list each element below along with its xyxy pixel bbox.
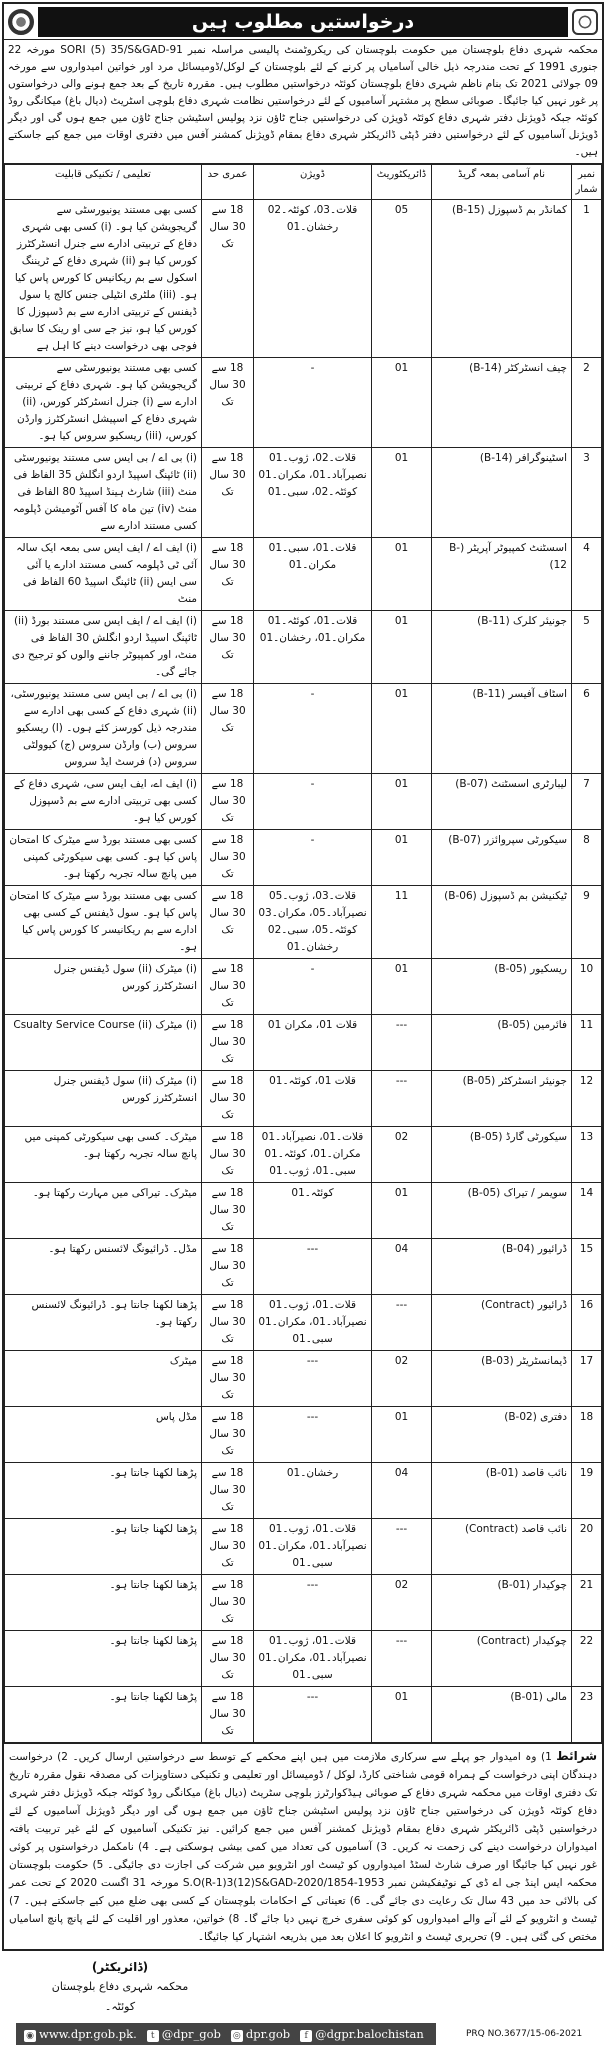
division-count: -	[254, 358, 372, 448]
serial-number: 21	[572, 1575, 602, 1631]
post-name: اسسٹنٹ کمپیوٹر آپریٹر (B-12)	[432, 538, 572, 611]
bottom-bar	[16, 2023, 606, 2045]
age-limit: 18 سے 30 سال تک	[202, 1015, 254, 1071]
division-count: -	[254, 774, 372, 830]
table-row	[5, 774, 602, 830]
qualification: میٹرک	[5, 1351, 202, 1407]
intro-paragraph: محکمہ شہری دفاع بلوچستان میں حکومت بلوچستان کی ریکروٹمنٹ پالیسی مراسلہ نمبر SORI (5) 35/S&GAD-91 مورخہ 22 جنوری 1991 کے تحت مندرجہ ذیل خالی آسامیاں پر کرنے کے لئے بلوچستان کے لوکل/ڈومیسائل مرد اور خواتین امیدواروں سے مورخہ 09 جولائی 2021 تک بنام ناظم شہری دفاع بلوچستان کوئٹہ درخواستیں مطلوب ہیں۔ مقررہ تاریخ کے بعد جمع ہونے والی درخواستوں پر غور نہیں کیا جائیگا۔ صوبائی سطح پر مشتہر آسامیوں کے لئے درخواستیں نظامت شہری دفاع بلوچی اسٹریٹ (دیال باغ) میکانگی روڈ کوئٹہ جبکہ ڈویژنل دفتر شہری دفاع کوئٹہ ڈویژن کی درخواستیں جناح ٹاؤن نزد پولیس اسٹیشن جناح ٹاؤن میں جمع ہوں گی اور دیگر ڈویژنل آسامیوں کے لئے درخواستیں دفتر ڈپٹی ڈائریکٹر شہری دفاع بمقام ڈویژنل کمشنر آفس میں دفتری اوقات میں جمع کیے جاسکتے ہیں۔	[4, 40, 602, 164]
directorate-count: 01	[372, 358, 432, 448]
directorate-count: 04	[372, 1239, 432, 1295]
post-name: اسٹاف آفیسر (B-11)	[432, 684, 572, 774]
post-name: سیکورٹی گارڈ (B-05)	[432, 1127, 572, 1183]
age-limit: 18 سے 30 سال تک	[202, 1127, 254, 1183]
division-count: ---	[254, 1239, 372, 1295]
age-limit: 18 سے 30 سال تک	[202, 611, 254, 684]
twitter-icon: t	[147, 2030, 159, 2042]
qualification: کسی بھی مستند بورڈ سے میٹرک کا امتحان پاس کیا ہو۔ کسی بھی سیکورٹی کمپنی میں پانچ سالہ تجربہ رکھتا ہو۔	[5, 830, 202, 886]
qualification: (i) ایف اے / ایف ایس سی مستند بورڈ (ii) ٹائپنگ اسپیڈ اردو انگلش 30 الفاظ فی منٹ، اور کمپیوٹر جاننے والوں کو ترجیح دی جائے گی۔	[5, 611, 202, 684]
table-row	[5, 1351, 602, 1407]
serial-number: 8	[572, 830, 602, 886]
table-row	[5, 959, 602, 1015]
qualification: (i) میٹرک (ii) سول ڈیفنس جنرل انسٹرکٹرز کورس	[5, 959, 202, 1015]
qualification: مڈل پاس	[5, 1407, 202, 1463]
post-name: جونیئر کلرک (B-11)	[432, 611, 572, 684]
social-footer	[16, 2023, 436, 2045]
table-header	[5, 165, 602, 200]
table-row	[5, 1575, 602, 1631]
age-limit: 18 سے 30 سال تک	[202, 959, 254, 1015]
table-row	[5, 684, 602, 774]
age-limit: 18 سے 30 سال تک	[202, 830, 254, 886]
age-limit: 18 سے 30 سال تک	[202, 684, 254, 774]
post-name: ٹیکنیشن بم ڈسپوزل (B-06)	[432, 886, 572, 959]
directorate-count: 01	[372, 448, 432, 538]
directorate-count: 01	[372, 830, 432, 886]
serial-number: 11	[572, 1015, 602, 1071]
table-row	[5, 1015, 602, 1071]
division-count: قلات۔01، نصیرآباد۔01 مکران۔01، کوئٹہ۔01 سبی۔01، ژوب۔01	[254, 1127, 372, 1183]
serial-number: 4	[572, 538, 602, 611]
serial-number: 3	[572, 448, 602, 538]
serial-number: 15	[572, 1239, 602, 1295]
serial-number: 23	[572, 1687, 602, 1743]
signature-block	[40, 1957, 200, 2017]
twitter-link[interactable]: t @dpr_gob	[147, 2027, 221, 2042]
advertisement	[2, 2, 604, 1951]
post-name: ڈرائیور (Contract)	[432, 1295, 572, 1351]
post-name: چوکیدار (B-01)	[432, 1575, 572, 1631]
qualification: پڑھنا لکھنا جانتا ہو۔	[5, 1463, 202, 1519]
post-name: ڈیمانسٹریٹر (B-03)	[432, 1351, 572, 1407]
website-link[interactable]: ◉ www.dpr.gob.pk.	[24, 2027, 137, 2042]
division-count: قلات۔02، ژوب۔01 نصیرآباد۔01، مکران۔01 کوئٹہ۔02، سبی۔01	[254, 448, 372, 538]
post-name: اسٹینوگرافر (B-14)	[432, 448, 572, 538]
directorate-count: 02	[372, 1351, 432, 1407]
directorate-count: 02	[372, 1575, 432, 1631]
table-row	[5, 1295, 602, 1351]
division-count: قلات۔01، کوئٹہ۔01 مکران۔01، رخشان۔01	[254, 611, 372, 684]
post-name: لیبارٹری اسسٹنٹ (B-07)	[432, 774, 572, 830]
serial-number: 22	[572, 1631, 602, 1687]
qualification: پڑھنا لکھنا جانتا ہو۔	[5, 1631, 202, 1687]
division-count: رخشان۔01	[254, 1463, 372, 1519]
age-limit: 18 سے 30 سال تک	[202, 1183, 254, 1239]
qualification: (i) ایف اے، ایف ایس سی، شہری دفاع کے کسی بھی تربیتی ادارے سے بم ڈسپوزل کورس کیا ہو۔	[5, 774, 202, 830]
age-limit: 18 سے 30 سال تک	[202, 1295, 254, 1351]
post-name: کمانڈر بم ڈسپوزل (B-15)	[432, 200, 572, 358]
table-row	[5, 611, 602, 684]
serial-number: 12	[572, 1071, 602, 1127]
age-limit: 18 سے 30 سال تک	[202, 1407, 254, 1463]
division-count: -	[254, 684, 372, 774]
age-limit: 18 سے 30 سال تک	[202, 200, 254, 358]
qualification: (i) میٹرک (ii) Csualty Service Course	[5, 1015, 202, 1071]
qualification: (i) میٹرک (ii) سول ڈیفنس جنرل انسٹرکٹرز کورس	[5, 1071, 202, 1127]
conditions	[4, 1743, 602, 1949]
serial-number: 5	[572, 611, 602, 684]
table-row	[5, 1407, 602, 1463]
table-row	[5, 1519, 602, 1575]
facebook-link[interactable]: f @dgpr.balochistan	[300, 2027, 424, 2042]
serial-number: 13	[572, 1127, 602, 1183]
age-limit: 18 سے 30 سال تک	[202, 1239, 254, 1295]
division-count: ---	[254, 1407, 372, 1463]
post-name: سویمر / تیراک (B-05)	[432, 1183, 572, 1239]
division-count: قلات۔03، کوئٹہ۔02 رخشان۔01	[254, 200, 372, 358]
qualification: پڑھنا لکھنا جانتا ہو۔	[5, 1687, 202, 1743]
age-limit: 18 سے 30 سال تک	[202, 538, 254, 611]
directorate-count: 01	[372, 538, 432, 611]
qualification: کسی بھی مستند یونیورسٹی سے گریجویشن کیا ہو۔ شہری دفاع کے تربیتی ادارے سے (i) جنرل انسٹرکٹر کورس، (ii) شہری دفاع کے اسپیشل انسٹرکٹرز وارڈن کورس، (iii) ریسکیو سروس کیا ہو۔	[5, 358, 202, 448]
table-row	[5, 1127, 602, 1183]
division-count: کوئٹہ۔01	[254, 1183, 372, 1239]
post-name: نائب قاصد (B-01)	[432, 1463, 572, 1519]
table-row	[5, 1463, 602, 1519]
directorate-count: ---	[372, 1015, 432, 1071]
facebook-icon: f	[300, 2030, 312, 2042]
serial-number: 18	[572, 1407, 602, 1463]
division-count: قلات۔01، ژوب۔01 نصیرآباد۔01، مکران۔01 سبی۔01	[254, 1295, 372, 1351]
directorate-count: 01	[372, 1687, 432, 1743]
post-name: جونیئر انسٹرکٹر (B-05)	[432, 1071, 572, 1127]
division-count: قلات۔01، سبی۔01 مکران۔01	[254, 538, 372, 611]
division-count: ---	[254, 1575, 372, 1631]
directorate-count: 01	[372, 1407, 432, 1463]
qualification: پڑھنا لکھنا جانتا ہو۔ ڈرائیونگ لائسنس رکھتا ہو۔	[5, 1295, 202, 1351]
table-row	[5, 1183, 602, 1239]
col-post: نام آسامی بمعہ گریڈ	[432, 165, 572, 200]
signature-org: محکمہ شہری دفاع بلوچستان کوئٹہ۔	[51, 1980, 189, 2013]
age-limit: 18 سے 30 سال تک	[202, 1463, 254, 1519]
table-row	[5, 200, 602, 358]
post-name: مالی (B-01)	[432, 1687, 572, 1743]
table-row	[5, 1687, 602, 1743]
directorate-count: ---	[372, 1295, 432, 1351]
qualification: پڑھنا لکھنا جانتا ہو۔	[5, 1519, 202, 1575]
serial-number: 17	[572, 1351, 602, 1407]
post-name: فائرمین (B-05)	[432, 1015, 572, 1071]
division-count: ---	[254, 1687, 372, 1743]
qualification: پڑھنا لکھنا جانتا ہو۔	[5, 1575, 202, 1631]
serial-number: 10	[572, 959, 602, 1015]
serial-number: 7	[572, 774, 602, 830]
globe-icon: ◉	[24, 2030, 36, 2042]
qualification: (i) بی اے / بی ایس سی مستند یونیورسٹی، (ii) شہری دفاع کے کسی بھی ادارے سے مندرجہ ذیل کورسز کئے ہوں۔ (ا) ریسکیو سروس (ب) وارڈن سروس (ج) کیوولٹی سروس (د) فرسٹ ایڈ سروس	[5, 684, 202, 774]
qualification: مڈل۔ ڈرائیونگ لائسنس رکھتا ہو۔	[5, 1239, 202, 1295]
post-name: چیف انسٹرکٹر (B-14)	[432, 358, 572, 448]
division-count: ---	[254, 1351, 372, 1407]
age-limit: 18 سے 30 سال تک	[202, 448, 254, 538]
directorate-count: ---	[372, 1631, 432, 1687]
division-count: قلات 01، کوئٹہ۔01	[254, 1071, 372, 1127]
division-count: قلات۔03، ژوب۔05 نصیرآباد۔05، مکران۔03 کوئٹہ۔05، سبی۔02 رخشان۔01	[254, 886, 372, 959]
conditions-label: شرائط	[556, 1749, 597, 1763]
qualification: (i) بی اے / بی ایس سی مستند یونیورسٹی (ii) ٹائپنگ اسپیڈ اردو انگلش 35 الفاظ فی منٹ (iii) شارٹ ہینڈ اسپیڈ 80 الفاظ فی منٹ (iv) تین ماہ کا آفس آٹومیشن ڈپلومہ کسی مستند ادارے سے	[5, 448, 202, 538]
age-limit: 18 سے 30 سال تک	[202, 774, 254, 830]
post-name: ڈرائیور (B-04)	[432, 1239, 572, 1295]
age-limit: 18 سے 30 سال تک	[202, 1351, 254, 1407]
serial-number: 1	[572, 200, 602, 358]
post-name: نائب قاصد (Contract)	[432, 1519, 572, 1575]
col-serial: نمبر شمار	[572, 165, 602, 200]
govt-logo-left	[4, 5, 38, 39]
division-count: قلات 01، مکران 01	[254, 1015, 372, 1071]
qualification: میٹرک۔ کسی بھی سیکورٹی کمپنی میں پانچ سالہ تجربہ رکھتا ہو۔	[5, 1127, 202, 1183]
serial-number: 14	[572, 1183, 602, 1239]
posts-table	[4, 164, 602, 1743]
qualification: کسی بھی مستند یونیورسٹی سے گریجویشن کیا ہو۔ (i) کسی بھی شہری دفاع کے تربیتی ادارے سے جنرل انسٹرکٹرز کورس کیا ہو (ii) شہری دفاع کے ٹریننگ اسکول سے بم ریکانیس کا کورس پاس کیا ہو۔ (iii) ملٹری انٹیلی جنس کالج یا سول ڈیفنس کے تربیتی ادارے سے بم ڈسپوزل کا کورس کیا ہو، نیز جے سی او رینک کا سابق فوجی بھی درخواست دینے کا اہل ہے	[5, 200, 202, 358]
col-division: ڈویژن	[254, 165, 372, 200]
directorate-count: 01	[372, 684, 432, 774]
instagram-link[interactable]: ◎ dpr.gob	[231, 2027, 290, 2042]
post-name: دفتری (B-02)	[432, 1407, 572, 1463]
age-limit: 18 سے 30 سال تک	[202, 1575, 254, 1631]
post-name: سیکورٹی سپروائزر (B-07)	[432, 830, 572, 886]
division-count: -	[254, 959, 372, 1015]
col-qualification: تعلیمی / تکنیکی قابلیت	[5, 165, 202, 200]
directorate-count: 04	[372, 1463, 432, 1519]
division-count: قلات۔01، ژوب۔01 نصیرآباد۔01، مکران۔01 سبی۔01	[254, 1519, 372, 1575]
table-row	[5, 830, 602, 886]
table-row	[5, 358, 602, 448]
serial-number: 16	[572, 1295, 602, 1351]
directorate-count: 11	[372, 886, 432, 959]
serial-number: 20	[572, 1519, 602, 1575]
qualification: کسی بھی مستند بورڈ سے میٹرک کا امتحان پاس کیا ہو۔ سول ڈیفنس کے کسی بھی ادارے سے بم ریکانیسر کا کورس پاس کیا ہو۔	[5, 886, 202, 959]
header	[4, 4, 602, 40]
serial-number: 19	[572, 1463, 602, 1519]
conditions-text: 1) وہ امیدوار جو پہلے سے سرکاری ملازمت میں ہیں اپنے محکمے کے توسط سے درخواستیں ارسال کریں۔ 2) درخواست دہندگان اپنی درخواست کے ہمراہ قومی شناختی کارڈ، لوکل / ڈومیسائل اور تعلیمی و تکنیکی دستاویزات کی مصدقہ نقول مقررہ تاریخ تک دفتری اوقات میں محکمہ شہری دفاع کے صوبائی ہیڈکوارٹرز بلوچی سٹریٹ (دیال باغ) میکانگی روڈ کوئٹہ جبکہ ڈویژنل دفتر شہری دفاع کوئٹہ ڈویژن کی درخواستیں جناح ٹاؤن نزد پولیس اسٹیشن جناح ٹاؤن میں جمع ہوں گی اور دیگر ڈویژنل آسامیوں کے لئے درخواستیں ڈپٹی ڈائریکٹر شہری دفاع بمقام ڈویژنل کمشنر آفس میں جمع کرائیں۔ نیز تکنیکی آسامیوں کے لئے غیر تربیت یافتہ امیدواران درخواست دینے کی زحمت نہ کریں۔ 3) آسامیوں کی تعداد میں کمی بیشی ہوسکتی ہے۔ 4) نامکمل درخواستوں پر کوئی غور نہیں کیا جائیگا اور صرف شارٹ لسٹڈ امیدواروں کو ٹیسٹ اور انٹرویو میں شرکت کی اجازت دی جائیگی۔ 5) حکومت بلوچستان محکمہ ایس اینڈ جی اے ڈی کے نوٹیفکیشن نمبر S.O(R-1)3(12)S&GAD-2020/1854-1953 مورخہ 31 اگست 2020 کے تحت عمر کی بالائی حد میں 43 سال تک رعایت دی جائے گی۔ 6) تعیناتی کے احکامات بلوچستان کے کسی بھی ضلع میں کیے جاسکتے ہیں۔ 7) ٹیسٹ و انٹرویو کے لئے آنے والے امیدواروں کو کوئی سفری خرچ نہیں دیا جائے گا۔ 8) خواتین، معذور اور اقلیت کے لئے پانچ پانچ اسامیاں مختص کی گئی ہیں۔ 9) تحریری ٹیسٹ و انٹرویو کا اعلان بعد میں بذریعہ اشتہار کیا جائیگا۔	[9, 1751, 598, 1943]
post-name: ریسکیور (B-05)	[432, 959, 572, 1015]
division-count: قلات۔01، ژوب۔01 نصیرآباد۔01، مکران۔01 سبی۔01	[254, 1631, 372, 1687]
table-row	[5, 1071, 602, 1127]
age-limit: 18 سے 30 سال تک	[202, 1687, 254, 1743]
civil-defence-logo-right	[568, 5, 602, 39]
age-limit: 18 سے 30 سال تک	[202, 886, 254, 959]
page-title: درخواستیں مطلوب ہیں	[38, 7, 568, 37]
qualification: میٹرک۔ تیراکی میں مہارت رکھتا ہو۔	[5, 1183, 202, 1239]
directorate-count: 01	[372, 611, 432, 684]
directorate-count: 01	[372, 774, 432, 830]
serial-number: 9	[572, 886, 602, 959]
age-limit: 18 سے 30 سال تک	[202, 358, 254, 448]
signature-title: (ڈائریکٹر)	[91, 1960, 149, 1974]
prq-number: PRQ NO.3677/15-06-2021	[466, 2029, 583, 2039]
qualification: (i) ایف اے / ایف ایس سی بمعہ ایک سالہ آئی ٹی ڈپلومہ کسی مستند ادارے یا آئی سی ایس (ii) ٹائپنگ اسپیڈ 60 الفاظ فی منٹ	[5, 538, 202, 611]
directorate-count: 01	[372, 1183, 432, 1239]
division-count: -	[254, 830, 372, 886]
serial-number: 2	[572, 358, 602, 448]
serial-number: 6	[572, 684, 602, 774]
directorate-count: 05	[372, 200, 432, 358]
directorate-count: ---	[372, 1519, 432, 1575]
table-row	[5, 1239, 602, 1295]
table-row	[5, 538, 602, 611]
table-row	[5, 1631, 602, 1687]
directorate-count: ---	[372, 1071, 432, 1127]
table-row	[5, 886, 602, 959]
post-name: چوکیدار (Contract)	[432, 1631, 572, 1687]
directorate-count: 01	[372, 959, 432, 1015]
table-row	[5, 448, 602, 538]
instagram-icon: ◎	[231, 2030, 243, 2042]
age-limit: 18 سے 30 سال تک	[202, 1071, 254, 1127]
col-age: عمری حد	[202, 165, 254, 200]
directorate-count: 02	[372, 1127, 432, 1183]
col-directorate: ڈائریکٹوریٹ	[372, 165, 432, 200]
age-limit: 18 سے 30 سال تک	[202, 1519, 254, 1575]
age-limit: 18 سے 30 سال تک	[202, 1631, 254, 1687]
